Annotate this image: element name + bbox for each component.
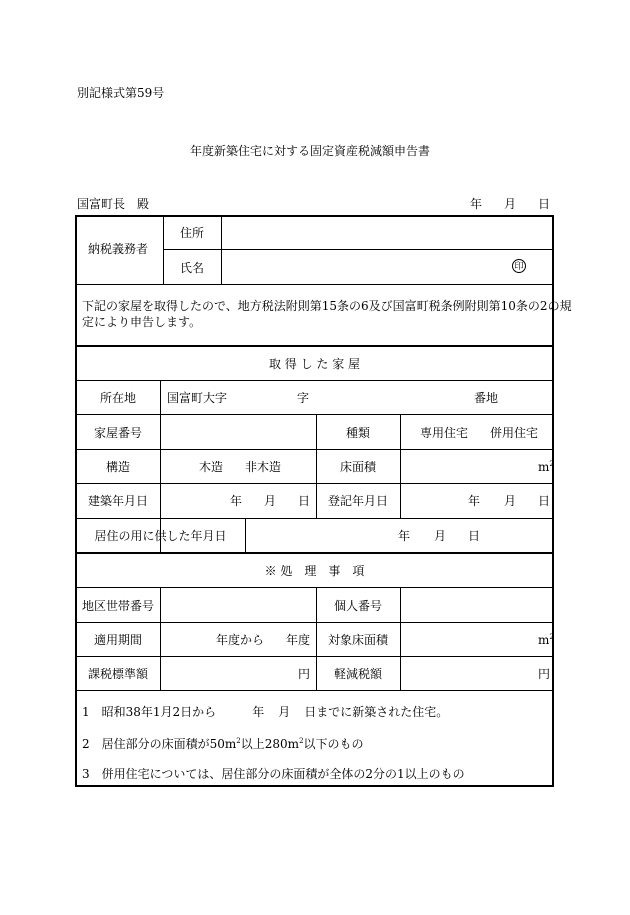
divider — [76, 449, 553, 450]
declaration-line-2: 定により申告します。 — [82, 315, 202, 329]
form-number: 別記様式第59号 — [77, 86, 165, 100]
residence-month-label: 月 — [434, 529, 447, 543]
note-1: 1 昭和38年1月2日から 年 月 日までに新築された住宅。 — [82, 705, 449, 719]
personal-number-field[interactable] — [402, 590, 552, 620]
divider — [76, 622, 553, 623]
district-number-label: 地区世帯番号 — [81, 599, 154, 613]
reduced-tax-yen: 円 — [538, 667, 551, 681]
date-month-label: 月 — [504, 197, 517, 211]
location-banchi: 番地 — [474, 391, 499, 405]
divider — [221, 216, 222, 284]
registered-month-label: 月 — [504, 494, 517, 508]
reduced-tax-label: 軽減税額 — [333, 667, 382, 681]
period-from-label: 年度から — [216, 633, 265, 647]
location-label: 所在地 — [99, 391, 136, 405]
divider — [76, 414, 553, 415]
divider — [160, 588, 161, 690]
target-area-label: 対象床面積 — [327, 633, 388, 647]
divider — [76, 380, 553, 381]
structure-option-nonwood[interactable]: 非木造 — [245, 460, 282, 474]
form-title: 年度新築住宅に対する固定資産税減額申告書 — [190, 144, 431, 158]
divider — [163, 249, 553, 250]
built-date-label: 建築年月日 — [87, 494, 148, 508]
divider — [76, 284, 553, 285]
registered-day-label: 日 — [538, 494, 551, 508]
address-label: 住所 — [180, 226, 205, 240]
divider — [76, 690, 553, 691]
name-field[interactable] — [224, 252, 508, 282]
registered-date-label: 登記年月日 — [327, 494, 388, 508]
district-number-field[interactable] — [162, 590, 314, 620]
divider — [400, 415, 401, 518]
section-divider — [76, 345, 553, 347]
processing-section-title: ※ 処 理 事 項 — [264, 564, 365, 578]
date-day-label: 日 — [538, 197, 551, 211]
target-area-unit: $m^2$ — [538, 633, 554, 647]
built-year-label: 年 — [230, 494, 243, 508]
section-divider — [76, 552, 553, 554]
divider — [400, 588, 401, 690]
residence-day-label: 日 — [468, 529, 481, 543]
divider — [160, 381, 161, 552]
divider — [76, 518, 553, 519]
type-option-dedicated[interactable]: 専用住宅 — [420, 426, 469, 440]
declaration-line-1: 下記の家屋を取得したので、地方税法附則第15条の6及び国富町税条例附則第10条の2の規 — [82, 299, 572, 313]
tax-base-label: 課税標準額 — [87, 667, 148, 681]
period-label: 適用期間 — [93, 633, 142, 647]
type-label: 種類 — [345, 426, 370, 440]
note-2: 2 居住部分の床面積が$50m^2$以上$280m^2$以下のもの — [82, 737, 364, 751]
address-field[interactable] — [224, 218, 550, 247]
divider — [76, 656, 553, 657]
personal-number-label: 個人番号 — [333, 599, 382, 613]
date-year-label: 年 — [470, 197, 483, 211]
house-number-field[interactable] — [162, 417, 314, 447]
house-section-title: 取 得 し た 家 屋 — [268, 357, 361, 371]
taxpayer-label: 納税義務者 — [88, 242, 149, 256]
divider — [76, 483, 553, 484]
addressee: 国富町長 殿 — [77, 197, 150, 211]
name-label: 氏名 — [180, 261, 205, 275]
floor-area-label: 床面積 — [339, 460, 376, 474]
seal-mark: 印 — [512, 259, 526, 273]
built-day-label: 日 — [298, 494, 311, 508]
registered-year-label: 年 — [468, 494, 481, 508]
divider — [163, 216, 164, 284]
residence-year-label: 年 — [398, 529, 411, 543]
floor-area-unit: $m^2$ — [538, 460, 554, 474]
tax-base-yen: 円 — [298, 667, 311, 681]
house-number-label: 家屋番号 — [93, 426, 142, 440]
location-prefix: 国富町大字 — [167, 391, 228, 405]
residence-date-label: 居住の用に供した年月日 — [94, 529, 227, 543]
divider — [245, 519, 246, 552]
built-month-label: 月 — [264, 494, 277, 508]
note-3: 3 併用住宅については、居住部分の床面積が全体の2分の1以上のもの — [82, 767, 465, 781]
location-aza: 字 — [297, 391, 310, 405]
structure-label: 構造 — [105, 460, 130, 474]
type-option-combined[interactable]: 併用住宅 — [490, 426, 539, 440]
divider — [76, 587, 553, 588]
structure-option-wood[interactable]: 木造 — [199, 460, 224, 474]
period-to-label: 年度 — [286, 633, 311, 647]
